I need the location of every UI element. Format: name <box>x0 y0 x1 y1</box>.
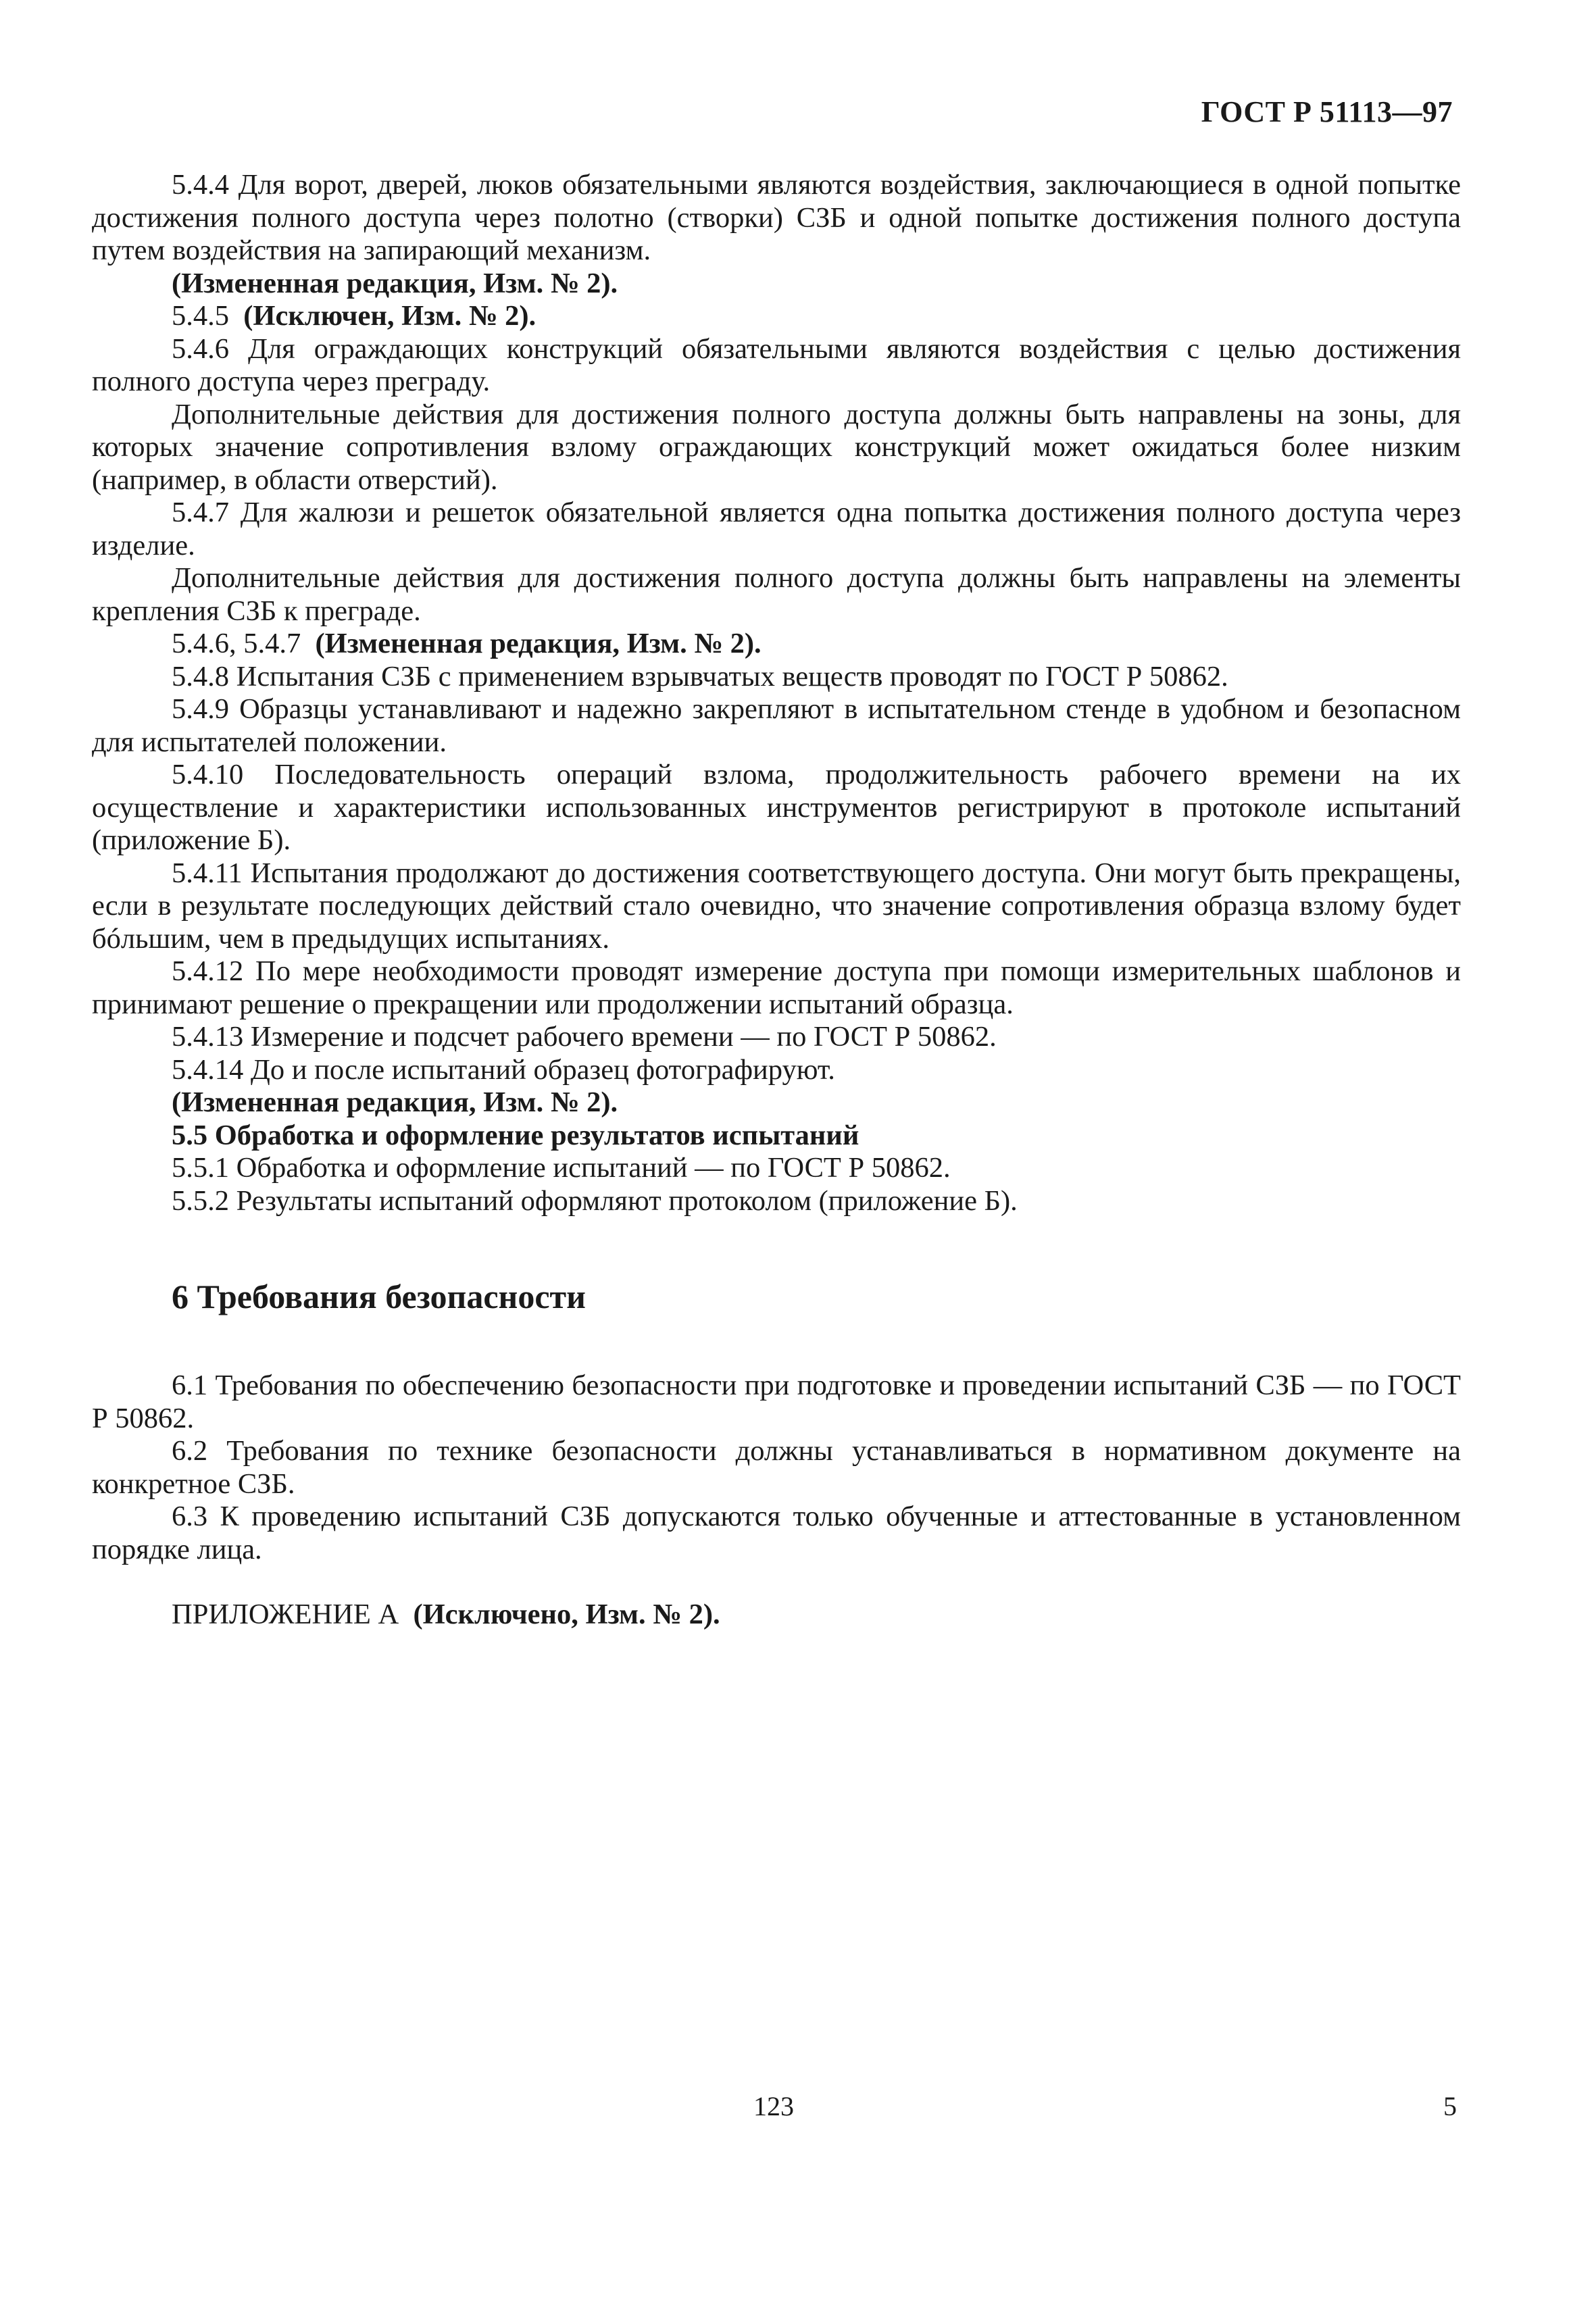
section-heading-6: 6 Требования безопасности <box>172 1278 586 1315</box>
amendment-note: (Измененная редакция, Изм. № 2). <box>172 1086 618 1118</box>
document-code: ГОСТ Р 51113—97 <box>1201 95 1453 128</box>
subsection-heading-5-5: 5.5 Обработка и оформление результатов испытаний <box>172 1119 859 1151</box>
paragraph-5-4-8: 5.4.8 Испытания СЗБ с применением взрывчатых веществ проводят по ГОСТ Р 50862. <box>172 660 1228 693</box>
paragraph-5-4-13: 5.4.13 Измерение и подсчет рабочего времени — по ГОСТ Р 50862. <box>172 1021 997 1053</box>
appendix-a-line <box>92 1599 1461 1632</box>
amendment-note: (Измененная редакция, Изм. № 2). <box>315 628 762 659</box>
paragraph-5-4-10: 5.4.10 Последовательность операций взлома, продолжительность рабочего времени на их осуществление и характеристики использованных инструментов регистрируют в протоколе испытаний (приложение Б). <box>92 759 1461 856</box>
paragraph-5-4-12: 5.4.12 По мере необходимости проводят измерение доступа при помощи измерительных шаблонов и принимают решение о прекращении или продолжении испытаний образца. <box>92 955 1461 1020</box>
paragraph-6-3: 6.3 К проведению испытаний СЗБ допускаются только обученные и аттестованные в установленном порядке лица. <box>92 1501 1461 1565</box>
paragraph-5-4-6: 5.4.6 Для ограждающих конструкций обязательными являются воздействия с целью достижения полного доступа через преграду. <box>92 332 1461 397</box>
paragraph-5-4-4: 5.4.4 Для ворот, дверей, люков обязательными являются воздействия, заключающиеся в одной попытке достижения полного доступа через полотно (створки) СЗБ и одной попытке достижения полного доступа путем воздействия на запирающий механизм. <box>92 169 1461 266</box>
paragraph-6-1: 6.1 Требования по обеспечению безопасности при подготовке и проведении испытаний СЗБ — по ГОСТ Р 50862. <box>92 1369 1461 1434</box>
paragraph-5-4-11: 5.4.11 Испытания продолжают до достижения соответствующего доступа. Они могут быть прекращены, если в результате последующих действий стало очевидно, что значение сопротивления образца взлому будет бóльшим, чем в предыдущих испытаниях. <box>92 857 1461 955</box>
paragraph-5-4-6-extra: Дополнительные действия для достижения полного доступа должны быть направлены на зоны, для которых значение сопротивления взлому ограждающих конструкций может ожидаться более низким (например, в области отверстий). <box>92 398 1461 496</box>
appendix-label: ПРИЛОЖЕНИЕ А <box>172 1599 399 1630</box>
appendix-excluded-note: (Исключено, Изм. № 2). <box>413 1599 720 1630</box>
paragraph-amendment-5-4-6-5-4-7 <box>92 628 1461 661</box>
document-body <box>92 169 1461 1632</box>
clause-number: 5.4.6, 5.4.7 <box>172 628 301 659</box>
paragraph-5-4-14: 5.4.14 До и после испытаний образец фотографируют. <box>172 1053 835 1086</box>
paragraph-5-4-7-extra: Дополнительные действия для достижения полного доступа должны быть направлены на элементы крепления СЗБ к преграде. <box>92 562 1461 627</box>
excluded-note: (Исключен, Изм. № 2). <box>243 300 537 332</box>
page-number-right: 5 <box>1443 2091 1457 2121</box>
paragraph-5-5-2: 5.5.2 Результаты испытаний оформляют протоколом (приложение Б). <box>172 1184 1018 1217</box>
paragraph-5-4-5 <box>92 300 1461 333</box>
page-number-center: 123 <box>753 2091 794 2121</box>
paragraph-5-5-1: 5.5.1 Обработка и оформление испытаний — по ГОСТ Р 50862. <box>172 1152 951 1184</box>
paragraph-5-4-9: 5.4.9 Образцы устанавливают и надежно закрепляют в испытательном стенде в удобном и безопасном для испытателей положении. <box>92 693 1461 758</box>
paragraph-6-2: 6.2 Требования по технике безопасности должны устанавливаться в нормативном документе на конкретное СЗБ. <box>92 1435 1461 1500</box>
amendment-note: (Измененная редакция, Изм. № 2). <box>172 267 618 299</box>
paragraph-5-4-7: 5.4.7 Для жалюзи и решеток обязательной является одна попытка достижения полного доступа через изделие. <box>92 497 1461 561</box>
clause-number: 5.4.5 <box>172 300 229 332</box>
